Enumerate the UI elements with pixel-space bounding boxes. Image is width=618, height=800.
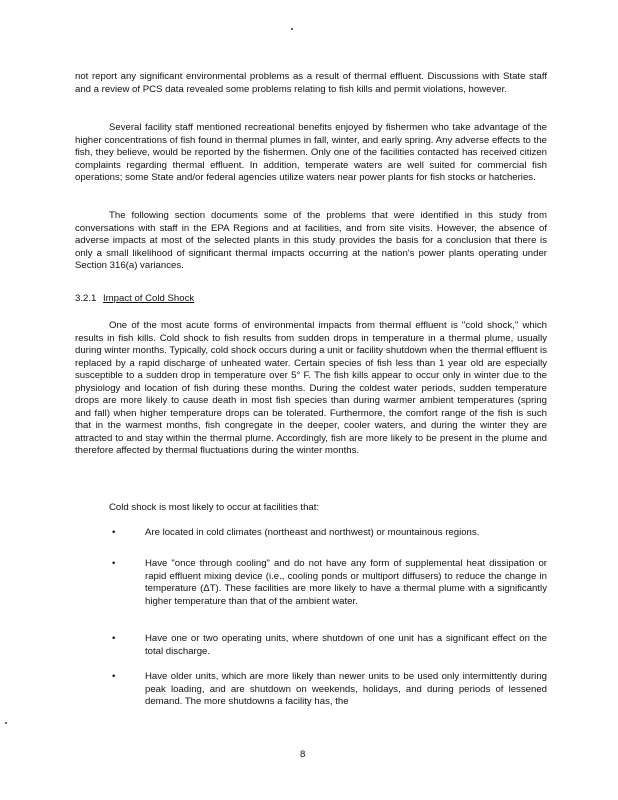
section-title: Impact of Cold Shock (103, 293, 195, 304)
section-number: 3.2.1 (75, 293, 97, 304)
bullet-glyph: • (112, 558, 116, 569)
list-item: Are located in cold climates (northeast and northwest) or mountainous regions. (145, 527, 480, 538)
section-heading (75, 293, 194, 305)
scan-speck (5, 722, 7, 724)
scan-speck (291, 28, 293, 30)
bullet-glyph: • (112, 633, 116, 644)
paragraph-recreational-benefits: Several facility staff mentioned recreational benefits enjoyed by fishermen who take advantage of the higher concentrations of fish found in thermal plumes in fall, winter, and early spring. Any adverse effects to the fish, they believe, would be reported by the fishermen. Only one of the facilities contacted has received citizen complaints regarding thermal effluent. In addition, temperate waters are well suited for commercial fish operations; some State and/or federal agencies utilize waters near power plants for fish stocks or hatcheries. (75, 122, 547, 183)
list-item: Have one or two operating units, where shutdown of one unit has a significant effect on the total discharge. (145, 633, 547, 657)
list-item: Have "once through cooling" and do not have any form of supplemental heat dissipation or rapid effluent mixing device (i.e., cooling ponds or multiport diffusers) to reduce the change in temperature (ΔT). These facilities are more likely to have a thermal plume with a significantly higher temperature than that of the ambient water. (145, 558, 547, 607)
paragraph-cold-shock: One of the most acute forms of environmental impacts from thermal effluent is "cold shock," which results in fish kills. Cold shock to fish results from sudden drops in temperature in a thermal plume, usually during winter months. Typically, cold shock occurs during a unit or facility shutdown when the thermal effluent is replaced by a rapid discharge of unheated water. Certain species of fish less than 1 year old are especially susceptible to a sudden drop in temperature over 5° F. The fish kills appear to occur only in winter due to the physiology and location of fish during these months. During the coldest water periods, sudden temperature drops are more likely to cause death in most fish species than during warmer ambient temperatures (spring and fall) when higher temperature drops can be tolerated. Furthermore, the comfort range of the fish is such that in the warmest months, fish congregate in the deeper, cooler waters, and during the winter they are attracted to and stay within the thermal plume. Accordingly, fish are more likely to be present in the plume and therefore affected by thermal fluctuations during the winter months. (75, 320, 547, 456)
paragraph-continuation: not report any significant environmental problems as a result of thermal effluent. Discussions with State staff and a review of PCS data revealed some problems relating to fish kills and permit violations, however. (75, 71, 547, 95)
paragraph-section-overview: The following section documents some of the problems that were identified in this study from conversations with staff in the EPA Regions and at facilities, and from site visits. However, the absence of adverse impacts at most of the selected plants in this study provides the basis for a conclusion that there is only a small likelihood of significant thermal impacts occurring at the nation's power plants operating under Section 316(a) variances. (75, 210, 547, 271)
list-intro: Cold shock is most likely to occur at facilities that: (109, 502, 320, 513)
bullet-glyph: • (112, 527, 116, 538)
bullet-glyph: • (112, 671, 116, 682)
list-item: Have older units, which are more likely than newer units to be used only intermittently during peak loading, and are shutdown on weekends, holidays, and during periods of lessened demand. The more shutdowns a facility has, the (145, 671, 547, 707)
page-number: 8 (300, 749, 306, 760)
